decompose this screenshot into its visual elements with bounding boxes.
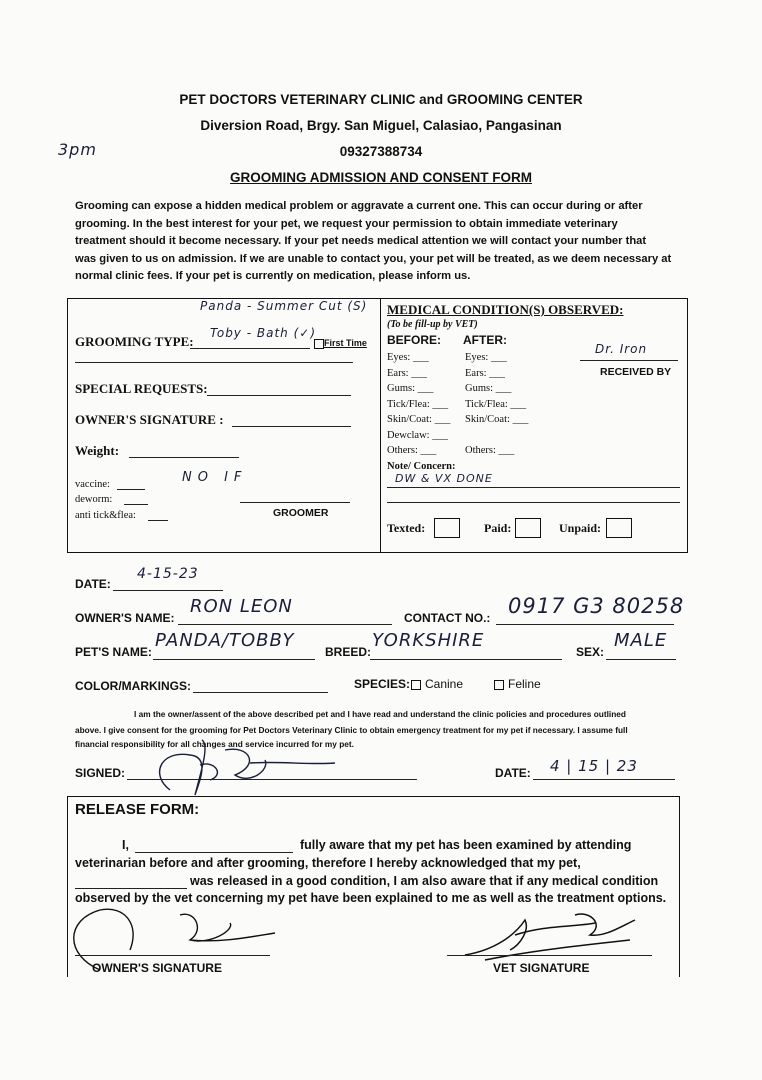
- release-line-4: observed by the vet concerning my pet have been explained to me as well as the treatment options.: [75, 891, 667, 905]
- weight-line[interactable]: [129, 457, 239, 458]
- medical-title: MEDICAL CONDITION(S) OBSERVED:: [387, 302, 624, 317]
- after-item-gums: Gums: ___: [465, 383, 512, 394]
- canine-checkbox[interactable]: [411, 680, 421, 690]
- weight-label: Weight:: [75, 443, 120, 458]
- consent-line-2: above. I give consent for the grooming for Pet Doctors Veterinary Clinic to obtain emergency treatment for my pet if necessary. I assume full: [75, 725, 628, 735]
- time-note: 3pm: [58, 140, 97, 159]
- release-line-1-prefix: I,: [122, 838, 129, 852]
- owner-signature-scribble: [140, 735, 340, 800]
- owner-name-line[interactable]: [178, 624, 392, 625]
- grooming-type-line[interactable]: [190, 348, 310, 349]
- vet-signature-line[interactable]: [447, 955, 652, 956]
- vaccine-line[interactable]: [117, 489, 145, 490]
- canine-option[interactable]: [411, 677, 463, 691]
- release-title: RELEASE FORM:: [75, 801, 200, 818]
- after-item-skin: Skin/Coat: ___: [465, 414, 529, 425]
- groomer-label: GROOMER: [273, 507, 329, 519]
- before-item-tick: Tick/Flea: ___: [387, 398, 449, 410]
- grooming-type-label: GROOMING TYPE:: [75, 334, 194, 349]
- note-label: Note/ Concern:: [387, 461, 456, 472]
- first-time-label: First Time: [324, 338, 367, 348]
- received-by-value: Dr. Iron: [595, 342, 648, 356]
- canine-label: Canine: [425, 677, 464, 691]
- after-eyes-label: Eyes:: [465, 352, 489, 363]
- breed-value: YORKSHIRE: [372, 630, 485, 651]
- date-label: DATE:: [75, 577, 111, 591]
- grooming-type-value-1: Panda - Summer Cut (S): [200, 299, 368, 313]
- before-dewclaw-label: Dewclaw:: [387, 429, 430, 441]
- before-tick-label: Tick/Flea:: [387, 398, 430, 410]
- release-line-2: veterinarian before and after grooming, therefore I hereby acknowledged that my pet,: [75, 856, 581, 870]
- deworm-line[interactable]: [124, 504, 148, 505]
- contact-value: 0917 G3 80258: [508, 594, 685, 618]
- consent-line-3: financial responsibility for all changes and service incurred for my pet.: [75, 739, 354, 749]
- feline-option[interactable]: [494, 677, 541, 691]
- before-item-eyes: Eyes: ___: [387, 352, 429, 363]
- unpaid-checkbox[interactable]: [606, 518, 632, 538]
- consent-date-value: 4 | 15 | 23: [550, 757, 638, 775]
- grooming-type-value-2: Toby - Bath (✓): [210, 326, 316, 340]
- received-by-line[interactable]: [580, 360, 678, 361]
- after-item-others: Others: ___: [465, 445, 515, 456]
- groomer-signature-line[interactable]: [240, 502, 350, 503]
- vet-signature-scribble: [455, 905, 645, 965]
- before-eyes-label: Eyes:: [387, 352, 411, 363]
- paid-checkbox[interactable]: [515, 518, 541, 538]
- vet-signature-label: VET SIGNATURE: [493, 961, 590, 975]
- after-others-label: Others:: [465, 445, 496, 456]
- texted-checkbox[interactable]: [434, 518, 460, 538]
- intro-paragraph: [75, 198, 685, 286]
- pet-name-value: PANDA/TOBBY: [155, 630, 295, 651]
- owner-name-value: RON LEON: [190, 596, 293, 617]
- species-label: SPECIES:: [354, 677, 411, 691]
- after-list: [465, 350, 528, 459]
- after-item-eyes: Eyes: ___: [465, 352, 507, 363]
- special-requests-line[interactable]: [207, 395, 351, 396]
- intro-line: grooming. In the best interest for your pet, we request your permission to obtain immediate veterinary: [75, 217, 618, 230]
- before-others-label: Others:: [387, 445, 418, 456]
- after-item-ears: Ears: ___: [465, 367, 505, 379]
- before-item-gums: Gums: ___: [387, 383, 434, 394]
- paid-label: Paid:: [484, 521, 512, 535]
- pet-name-line[interactable]: [153, 659, 315, 660]
- after-ears-label: Ears:: [465, 367, 487, 379]
- vaccine-value: NO IF: [182, 470, 248, 485]
- note-value: DW & VX DONE: [395, 472, 493, 485]
- before-skin-label: Skin/Coat:: [387, 414, 432, 425]
- date-line[interactable]: [113, 590, 223, 591]
- medical-subtitle: (To be fill-up by VET): [387, 319, 478, 330]
- breed-line[interactable]: [370, 659, 562, 660]
- owner-name-label: OWNER'S NAME:: [75, 611, 175, 625]
- before-item-ears: Ears: ___: [387, 367, 427, 379]
- before-item-dewclaw: Dewclaw: ___: [387, 429, 448, 441]
- contact-label: CONTACT NO.:: [404, 611, 491, 625]
- consent-date-line[interactable]: [533, 779, 675, 780]
- release-line-3-suffix: was released in a good condition, I am also aware that if any medical condition: [190, 874, 659, 888]
- after-gums-label: Gums:: [465, 383, 494, 394]
- breed-label: BREED:: [325, 645, 372, 659]
- anti-tick-line[interactable]: [148, 520, 168, 521]
- intro-line: was given to us on admission. If we are unable to contact you, your pet will be treated, as we deem necessary at: [75, 252, 672, 265]
- vaccine-label: vaccine:: [75, 479, 110, 490]
- after-tick-label: Tick/Flea:: [465, 398, 508, 410]
- before-item-skin: Skin/Coat: ___: [387, 414, 451, 425]
- received-by-label: RECEIVED BY: [600, 366, 672, 378]
- form-title: GROOMING ADMISSION AND CONSENT FORM: [230, 170, 532, 185]
- note-line-2[interactable]: [387, 502, 680, 503]
- clinic-name: PET DOCTORS VETERINARY CLINIC and GROOMING CENTER: [179, 92, 583, 107]
- consent-date-label: DATE:: [495, 766, 531, 780]
- intro-line: Grooming can expose a hidden medical problem or aggravate a current one. This can occur during or after: [75, 200, 643, 212]
- release-line-1-suffix: fully aware that my pet has been examined by attending: [300, 838, 632, 852]
- clinic-phone: 09327388734: [339, 144, 423, 159]
- pet-name-label: PET'S NAME:: [75, 645, 152, 659]
- release-pet-line[interactable]: [75, 888, 187, 889]
- first-time-checkbox[interactable]: [314, 339, 324, 349]
- owner-signature-label: OWNER'S SIGNATURE :: [75, 412, 224, 427]
- release-name-line[interactable]: [135, 852, 293, 853]
- date-value: 4-15-23: [137, 566, 199, 582]
- feline-checkbox[interactable]: [494, 680, 504, 690]
- after-item-tick: Tick/Flea: ___: [465, 398, 527, 410]
- before-label: BEFORE:: [387, 333, 441, 347]
- after-skin-label: Skin/Coat:: [465, 414, 510, 425]
- unpaid-label: Unpaid:: [559, 521, 602, 535]
- note-line-1[interactable]: [387, 487, 680, 488]
- release-owner-signature-line[interactable]: [75, 955, 270, 956]
- color-label: COLOR/MARKINGS:: [75, 679, 191, 693]
- sex-label: SEX:: [576, 645, 605, 659]
- release-owner-signature-label: OWNER'S SIGNATURE: [92, 961, 222, 975]
- grooming-type-line-2[interactable]: [75, 362, 353, 363]
- before-gums-label: Gums:: [387, 383, 416, 394]
- sex-value: MALE: [614, 630, 668, 651]
- owner-signature-line[interactable]: [232, 426, 351, 427]
- contact-line[interactable]: [496, 624, 674, 625]
- signed-label: SIGNED:: [75, 766, 126, 780]
- texted-label: Texted:: [387, 521, 426, 535]
- anti-tick-label: anti tick&flea:: [75, 510, 136, 521]
- deworm-label: deworm:: [75, 494, 113, 505]
- intro-line: treatment should it become necessary. If your pet needs medical attention we will contact your number that: [75, 235, 647, 248]
- feline-label: Feline: [508, 677, 541, 691]
- special-requests-label: SPECIAL REQUESTS:: [75, 381, 208, 396]
- after-label: AFTER:: [463, 333, 507, 347]
- box-divider: [380, 298, 381, 552]
- sex-line[interactable]: [606, 659, 676, 660]
- clinic-address: Diversion Road, Brgy. San Miguel, Calasiao, Pangasinan: [200, 118, 562, 133]
- color-line[interactable]: [193, 692, 328, 693]
- before-ears-label: Ears:: [387, 367, 409, 379]
- before-list: [387, 350, 450, 459]
- before-item-others: Others: ___: [387, 445, 437, 456]
- intro-line: normal clinic fees. If your pet is currently on medication, please inform us.: [75, 270, 471, 283]
- consent-line-1: I am the owner/assent of the above described pet and I have read and understand the clinic policies and procedures outlined: [134, 709, 626, 719]
